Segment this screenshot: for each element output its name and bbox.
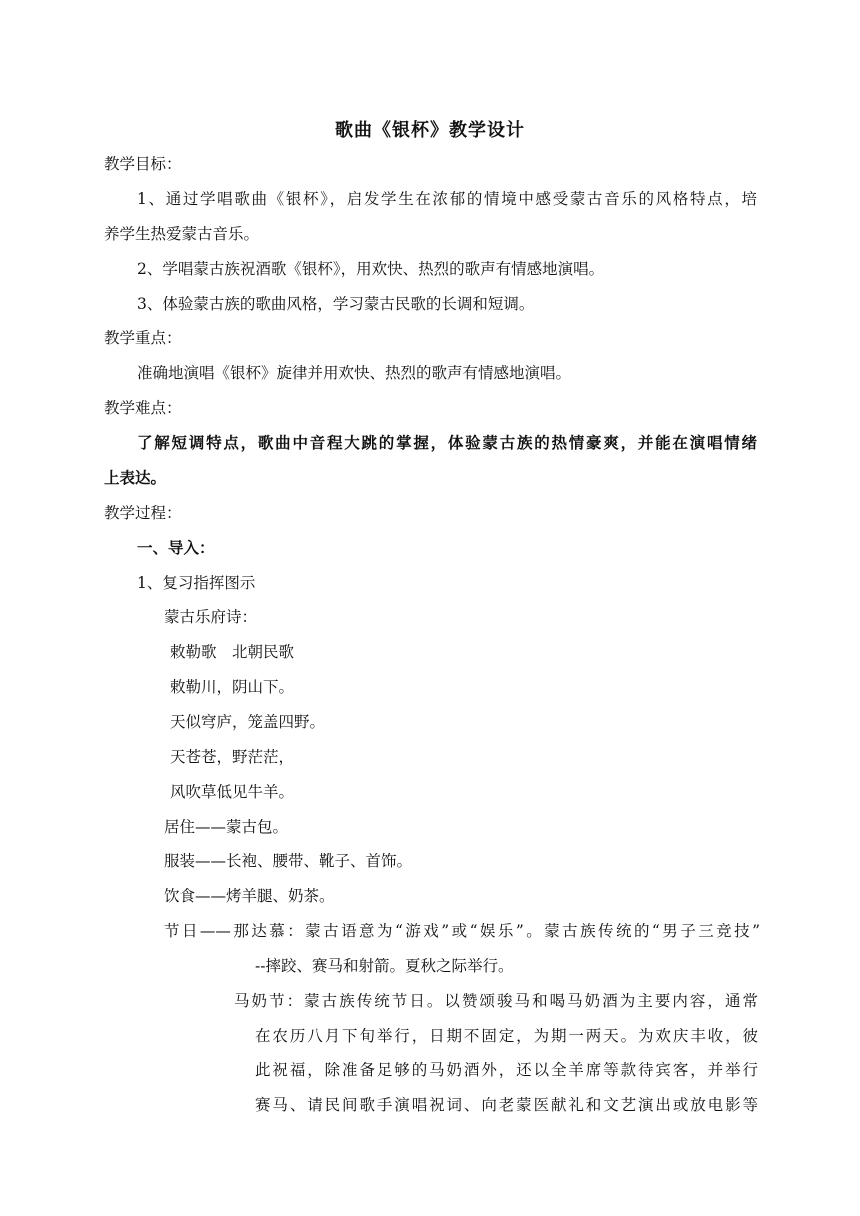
section-1-heading: 一、导入：	[137, 539, 215, 557]
document-title: 歌曲《银杯》教学设计	[335, 120, 525, 141]
objective-2: 2、学唱蒙古族祝酒歌《银杯》，用欢快、热烈的歌声有情感地演唱。	[137, 260, 605, 278]
key-points-text: 准确地演唱《银杯》旋律并用欢快、热烈的歌声有情感地演唱。	[137, 364, 572, 382]
objective-1-line-2: 养学生热爱蒙古音乐。	[104, 225, 260, 243]
step-1: 1、复习指挥图示	[137, 574, 256, 592]
poem-line: 天似穹庐，笼盖四野。	[170, 713, 326, 731]
poem-title: 敕勒歌 北朝民歌	[170, 643, 295, 661]
poem-line: 敕勒川，阴山下。	[170, 678, 295, 696]
mare-festival-line-4: 赛马、请民间歌手演唱祝词、向老蒙医献礼和文艺演出或放电影等	[255, 1096, 758, 1114]
festival-line-1: 节日——那达慕：蒙古语意为“游戏”或“娱乐”。蒙古族传统的“男子三竞技”	[164, 922, 760, 940]
living-item: 居住——蒙古包。	[164, 818, 289, 836]
difficulties-heading: 教学难点：	[104, 399, 182, 417]
objective-1-line-1: 1、通过学唱歌曲《银杯》，启发学生在浓郁的情境中感受蒙古音乐的风格特点，培	[137, 190, 757, 208]
objectives-heading: 教学目标：	[104, 155, 182, 173]
festival-line-2: --摔跤、赛马和射箭。夏秋之际举行。	[255, 957, 514, 975]
clothing-item: 服装——长袍、腰带、靴子、首饰。	[164, 852, 413, 870]
food-item: 饮食——烤羊腿、奶茶。	[164, 887, 335, 905]
process-heading: 教学过程：	[104, 504, 182, 522]
mare-festival-line-1: 马奶节：蒙古族传统节日。以赞颂骏马和喝马奶酒为主要内容，通常	[234, 992, 758, 1010]
poem-line: 风吹草低见牛羊。	[170, 783, 295, 801]
difficulties-line-1: 了解短调特点，歌曲中音程大跳的掌握，体验蒙古族的热情豪爽，并能在演唱情绪	[137, 434, 757, 452]
objective-3: 3、体验蒙古族的歌曲风格，学习蒙古民歌的长调和短调。	[137, 295, 535, 313]
key-points-heading: 教学重点：	[104, 329, 182, 347]
poem-intro: 蒙古乐府诗：	[164, 608, 258, 626]
mare-festival-line-2: 在农历八月下旬举行，日期不固定，为期一两天。为欢庆丰收，彼	[255, 1027, 758, 1045]
mare-festival-line-3: 此祝福，除准备足够的马奶酒外，还以全羊席等款待宾客，并举行	[255, 1061, 758, 1079]
difficulties-line-2: 上表达。	[104, 469, 167, 487]
poem-line: 天苍苍，野茫茫，	[170, 748, 295, 766]
